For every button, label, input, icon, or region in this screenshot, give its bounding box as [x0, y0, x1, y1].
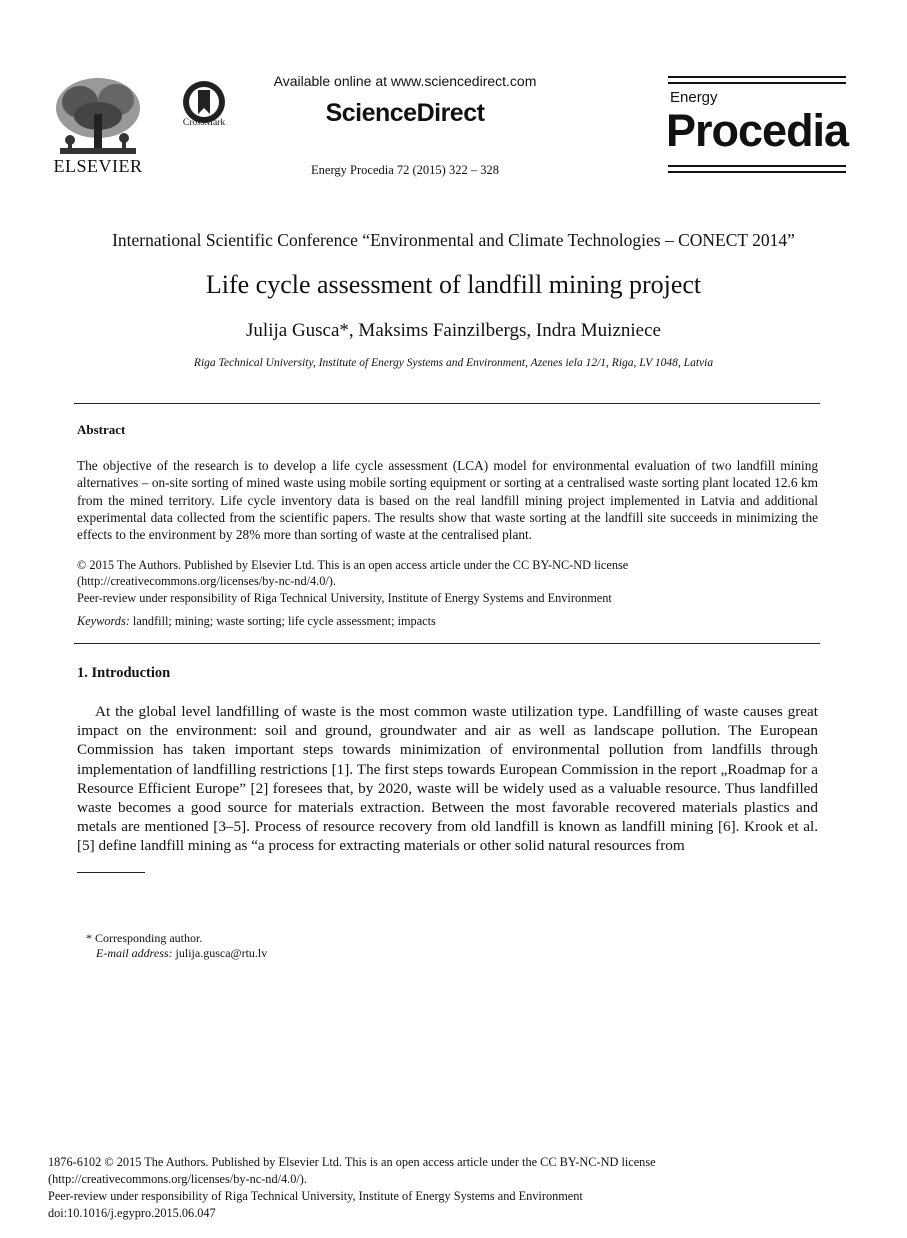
corresponding-author-note: * Corresponding author. [86, 931, 203, 945]
keywords-list: landfill; mining; waste sorting; life cycle assessment; impacts [129, 614, 436, 628]
journal-brand-small: Energy [670, 89, 718, 106]
section-heading-introduction: 1. Introduction [77, 665, 171, 681]
brand-rule-bottom [668, 165, 846, 167]
introduction-body: At the global level landfilling of waste is the most common waste utilization type. Landfilling of waste causes great impact on the environment: soil and ground, groundwater and air as well as landscape pollution. The European Commission has taken important steps towards minimization of environmental pollution from landfills through implementation of landfilling restrictions [1]. The first steps towards European Commission in the report „Roadmap for a Resource Efficient Europe” [2] foresees that, by 2020, waste will be widely used as a valuable resource. Thus landfilled waste becomes a good source for materials extraction. Between the most favorable recovered materials plastics and metals are mentioned [3–5]. Process of resource recovery from old landfill is known as landfill mining [6]. Krook et al. [5] define landfill mining as “a process for extracting materials or other solid natural resources from [77, 703, 818, 855]
elsevier-wordmark: ELSEVIER [53, 156, 143, 176]
affiliation: Riga Technical University, Institute of Energy Systems and Environment, Azenes iela 12/1, Riga, LV 1048, Latvia [193, 357, 714, 369]
divider-bottom [74, 643, 820, 644]
brand-rule-top-2 [668, 82, 846, 84]
email-address[interactable]: julija.gusca@rtu.lv [172, 946, 268, 960]
journal-reference: Energy Procedia 72 (2015) 322 – 328 [311, 163, 499, 177]
divider-top [74, 403, 820, 404]
crossmark-label: CrossMark [182, 118, 226, 128]
footer-license-link[interactable]: (http://creativecommons.org/licenses/by-nc-nd/4.0/). [48, 1172, 307, 1186]
footer-copyright: 1876-6102 © 2015 The Authors. Published by Elsevier Ltd. This is an open access article under the CC BY-NC-ND license [48, 1155, 656, 1169]
sciencedirect-logo: ScienceDirect [325, 99, 485, 127]
email-label: E-mail address: [96, 946, 173, 960]
abstract-heading: Abstract [77, 422, 126, 437]
paper-title: Life cycle assessment of landfill mining project [205, 270, 702, 299]
brand-rule-top [668, 76, 846, 78]
author-list: Julija Gusca*, Maksims Fainzilbergs, Indra Muizniece [246, 320, 661, 341]
copyright-line: © 2015 The Authors. Published by Elsevier Ltd. This is an open access article under the CC BY-NC-ND license [77, 558, 629, 572]
conference-name: International Scientific Conference “Environmental and Climate Technologies – CONECT 2014” [112, 230, 795, 250]
peer-review-line: Peer-review under responsibility of Riga Technical University, Institute of Energy Systems and Environment [77, 591, 612, 605]
license-link[interactable]: (http://creativecommons.org/licenses/by-nc-nd/4.0/). [77, 574, 336, 588]
journal-brand-large: Procedia [666, 105, 849, 156]
abstract-body: The objective of the research is to develop a life cycle assessment (LCA) model for environmental evaluation of two landfill mining alternatives – on-site sorting of mined waste using mobile sorting equipment or sorting at a centralised waste sorting plant located 12.6 km from the mined territory. Life cycle inventory data is based on the real landfill mining project implemented in Latvia and additional experimental data collected from the scientific papers. The results show that waste sorting at the landfill site succeeds in minimizing the effects to the environment by 28% more than sorting of waste at the centralised plant. [77, 458, 818, 543]
footer-peer-review: Peer-review under responsibility of Riga Technical University, Institute of Energy Systems and Environment [48, 1189, 583, 1203]
keywords-label: Keywords: [77, 614, 130, 628]
available-online-text: Available online at www.sciencedirect.com [273, 73, 537, 89]
keywords-line [77, 613, 818, 629]
email-line [96, 946, 267, 961]
footer-doi[interactable]: doi:10.1016/j.egypro.2015.06.047 [48, 1206, 216, 1220]
footnote-rule [77, 872, 145, 873]
brand-rule-bottom-2 [668, 171, 846, 173]
